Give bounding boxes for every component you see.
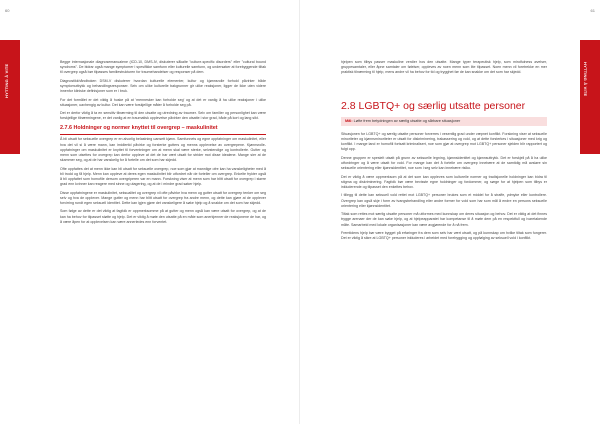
paragraph: Disse oppfatningene er maskulinitet, seksualitet og overgrep vil ofte påvirke hva menn og gutter utsatt for overgrep tenker om seg selv og hva de opplever. Mange gutter og menn har blitt utsatt for overgrep fra andre menn, og dette kan gjøre at de opplever forvirring rundt egen seksuell identitet. Dette kan igjen gjøre det vanskeligere å søke hjelp og å snakke om det som har skjedd. xyxy=(60,190,266,205)
side-tab-label: HYTTING Å VITE xyxy=(583,62,588,97)
side-tab-label: HYTTING Å VITE xyxy=(4,63,9,98)
right-text-column xyxy=(341,60,547,245)
paragraph: Denne gruppen er spesielt utsatt på grunn av seksuelle legning, kjønnsidentitet og kjønnsuttrykk. Det er forskjell på å ha ulike utfordringer og å være utsatt for vold. For mange kan det å fortelle om overgrep innebære at de samtidig må avsløre sin seksuelle orientering eller kjønnsidentitet, noe som i seg selv kan innebære risiko. xyxy=(341,155,547,171)
paragraph: Situasjonen for LGBTQ+ og særlig utsatte personer forverres i vesentlig grad under væpnet konflikt. Forskning viser at seksuelle minoriteter og kjønnsminoriteter er utsatt for diskriminering, trakassering og vold, og at dette forsterkes i situasjoner med krig og konflikt. I mange land er homofili fortsatt kriminalisert, noe som gjør at overgrep mot LGBTQ+ personer sjelden blir rapportert og fulgt opp. xyxy=(341,131,547,152)
paragraph: Det er viktig å være oppmerksom på at det som kan oppleves som kulturelle normer og tradisjonelle holdninger kan bidra til stigma og diskriminering. Fagfolk bør være bevisste egne holdninger og fordommer, og sørge for at hjelpen som tilbys er inkluderende og tilpasset den enkeltes behov. xyxy=(341,174,547,190)
section-title: 2.8 LGBTQ+ og særlig utsatte personer xyxy=(341,99,526,112)
goal-box xyxy=(341,117,547,126)
paragraph: Diagnostikkhåndboken DSM-V diskuterer hvordan kulturelle elementer, kultur og kjønnsrolle forhold påvirker både symptomuttrykk og behandlingsresponser. Selv om ulike kulturelle bakgrunner gir ulike reaksjoner, ligger de ikke uten videre innenfor kliniske definisjoner som er i bruk. xyxy=(60,78,266,94)
side-tab-right xyxy=(580,40,600,154)
subheading-rule xyxy=(60,134,266,135)
paragraph: Tiltak som rettes mot særlig utsatte personer må utformes med kunnskap om deres situasjon og behov. Det er viktig at det finnes trygge arenaer der de kan søke hjelp, og at hjelpeapparatet har kompetanse til å møte dem på en respektfull og ivaretakende måte. Samarbeid med lokale organisasjoner kan være avgjørende for å nå frem. xyxy=(341,212,547,227)
paragraph: Ofte oppfattes det at menn ikke kan bli utsatt for seksuelle overgrep, noe som gjør at mannlige ofre kan ha vanskeligheter med å bli trodd og få hjelp. Menn kan oppleve at deres egen maskulinitet blir utfordret når de forteller om overgrep. Enkelte frykter også å bli oppfattet som homofile dersom overgriperen var en mann. Forskning viser at menn som har blitt utsatt for overgrep i større grad enn kvinner kan reagere med sinne og utagering, og at de i mindre grad søker hjelp. xyxy=(60,166,266,187)
page-number-left: 60 xyxy=(5,8,10,13)
paragraph: Begge internasjonale diagnosemanualene (ICD-10, DMS-IV, diskuterer såkalte "culture-specific disorders" eller "cultural bound syndroms". De bidrar også mange symptomer i spesifikke samfunn eller kulturelle samfunn, og undersøker at forebyggende tiltak til overgrep også bør tilpasses familiestrukturen for traumehandelser og responser på dem. xyxy=(60,60,266,75)
left-text-column xyxy=(60,60,266,228)
side-tab-left xyxy=(0,40,20,154)
paragraph: Som følge av dette er det viktig at fagfolk er oppmerksomme på at gutter og menn også kan være utsatt for overgrep, og at de kan ha behov for tilpasset støtte og hjelp. Det er viktig å møte den utsatte på en måte som anerkjenner de reaksjonene de har, og å være åpen for at opplevelsen kan være annerledes enn forventet. xyxy=(60,209,266,224)
paragraph: Det er derfor viktig å ta en sensitiv tilnærming til den utsatte og utredning av traumer. Selv om familier og personlighet kan være forskjellige tilnærmingene, er det vanlig at en traumatisk opplevelse påvirker den utsatte i stor grad, både på kort og lang sikt. xyxy=(60,111,266,121)
paragraph: Fremtidens hjelp bør være bygget på erfaringer fra dem som selv har vært utsatt, og på kunnskap om hvilke tiltak som fungerer. Det er viktig å sikre at LGBTQ+ personer inkluderes i arbeidet med forebygging og oppfølging av seksuell vold i konflikt. xyxy=(341,231,547,241)
goal-label: Mål: xyxy=(345,118,353,123)
subheading-masculinity: 2.7.6 Holdninger og normer knyttet til overgrep – maskulinitet xyxy=(60,124,218,131)
paragraph: I tillegg til dette kan seksuell vold rettet mot LGBTQ+ personer brukes som et middel for å straffe, ydmyke eller kontrollere. Overgrep kan også skje i form av tvangsbehandling eller andre former for vold som har som mål å endre en persons seksuelle orientering eller kjønnsidentitet. xyxy=(341,193,547,208)
page-number-right: 61 xyxy=(590,8,595,13)
paragraph: For det formålet er det viktig å huske på at 'mennesker kan forholde seg' og at det er vanlig å ha ulike reaksjoner i ulike situasjoner, uavhengig av kultur. Det kan være forskjellige måter å forholde seg på. xyxy=(60,97,266,107)
paragraph: hjelpen som tilbys passer maskuline verdier hos den utsatte. Mange typer terapeutisk hjelp, som mindfulness øvelser, gruppesamtaler, eller åpne samtaler om følelser, oppleves av noen menn som lite tilpasset. Noen menn vil foretrekke en mer praktisk tilnærming til hjelp, mens andre vil ha behov for tid og trygghet før de kan snakke om det som har skjedd. xyxy=(341,60,547,75)
goal-text: Løfte frem betydningen av særlig utsatte og sårbare situasjoner xyxy=(353,118,461,123)
paragraph: Å bli utsatt for seksuelle overgrep er en alvorlig belastning uansett kjønn. Samfunnets og egne oppfatninger om maskulinitet, eller hva det vil si å være mann, kan imidlertid påvirke og forsterke gutters og menns opplevelse av overgrepene. Kjønnsrolle-oppfatninger om maskulinitet er knyttet til forventninger om at menn skal være sterke, selvstendige og kontrollerte. Gutter og menn som utsettes for overgrep kan derfor oppleve at det de har vært utsatt for strider mot disse idealene. Mange sier at de skammer seg, og at de har vanskelig for å fortelle om det som har skjedd. xyxy=(60,137,266,163)
